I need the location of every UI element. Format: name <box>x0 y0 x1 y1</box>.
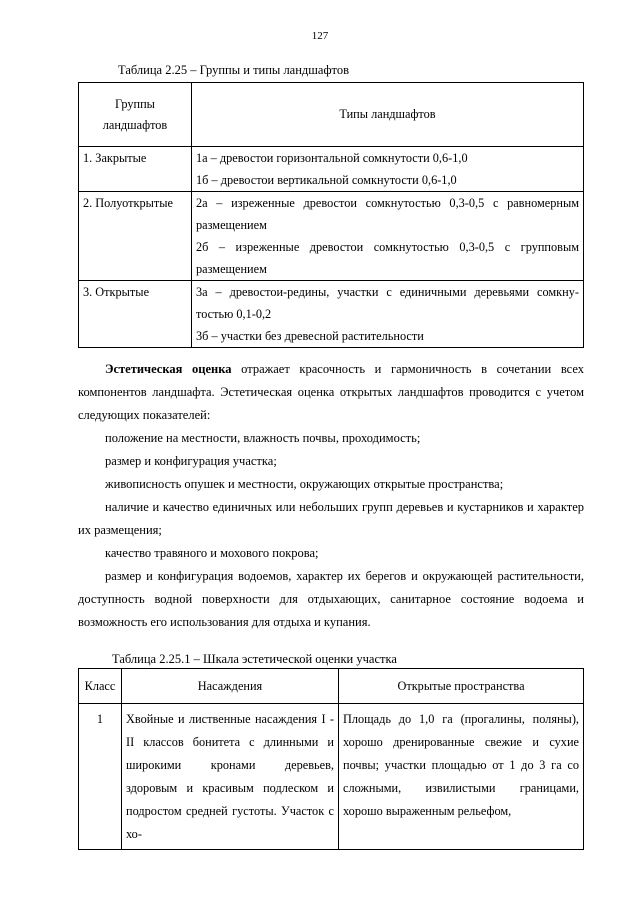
type-line: 1а – древостои горизонтальной сомкнутости 0,6-1,0 <box>196 151 468 165</box>
table-row <box>79 192 584 281</box>
list-item: живописность опушек и местности, окружающих открытые пространства; <box>105 477 504 491</box>
group-cell: 2. Полуоткрытые <box>79 192 192 281</box>
plantings-cell: Хвойные и лиственные насаждения I - II классов бонитета с длинными и широкими кронами деревьев, здоровым и красивым подлеском и подростом средней густоты. Участок с хо- <box>122 704 339 850</box>
table-caption: Таблица 2.25.1 – Шкала эстетической оценки участка <box>112 652 397 666</box>
type-line: 2а – изреженные древостои сомкнутостью 0,3-0,5 с равномерным размещением <box>196 196 579 232</box>
list-item: размер и конфигурация водоемов, характер их берегов и окружающей растительности, доступность водной поверхности для отдыхающих, санитарное состояние водоема и возможность его использования для отдыха и купания. <box>78 569 584 629</box>
type-line: 1б – древостои вертикальной сомкнутости 0,6-1,0 <box>196 173 457 187</box>
header-groups-line2: ландшафтов <box>102 117 168 132</box>
aesthetic-scale-table <box>78 668 584 850</box>
table-caption: Таблица 2.25 – Группы и типы ландшафтов <box>118 63 349 77</box>
types-cell <box>192 281 584 348</box>
aesthetic-assessment-text <box>78 358 584 634</box>
header-groups <box>79 83 192 147</box>
page-number: 127 <box>311 30 329 42</box>
type-line: 3б – участки без древесной растительности <box>196 329 424 343</box>
type-line: 3а – древостои-редины, участки с единичными деревьями сомкну-тостью 0,1-0,2 <box>196 285 579 321</box>
bold-term: Эстетическая оценка <box>105 362 232 376</box>
header-groups-line1: Группы <box>115 96 155 111</box>
group-cell: 1. Закрытые <box>79 147 192 192</box>
table-header-row <box>79 669 584 704</box>
intro-text: отражает красочность и гармоничность в сочетании всех компонентов ландшафта. Эстетическая оценка открытых ландшафтов проводится с учетом следующих показателей: <box>78 362 584 422</box>
header-types: Типы ландшафтов <box>192 83 584 147</box>
landscape-types-table <box>78 82 584 348</box>
header-class: Класс <box>79 669 122 704</box>
types-cell <box>192 147 584 192</box>
table-row <box>79 704 584 850</box>
header-open-spaces: Открытые пространства <box>339 669 584 704</box>
table-header-row <box>79 83 584 147</box>
list-item: положение на местности, влажность почвы, проходимость; <box>105 431 421 445</box>
open-spaces-cell: Площадь до 1,0 га (прогалины, поляны), хорошо дренированные свежие и сухие почвы; участки площадью от 1 до 3 га со сложными, извилистыми границами, хорошо выраженным рельефом, <box>339 704 584 850</box>
intro-paragraph <box>78 358 584 427</box>
list-item: качество травяного и мохового покрова; <box>105 546 319 560</box>
list-item: размер и конфигурация участка; <box>105 454 277 468</box>
table-row <box>79 147 584 192</box>
table-row <box>79 281 584 348</box>
group-cell: 3. Открытые <box>79 281 192 348</box>
list-item: наличие и качество единичных или небольших групп деревьев и кустарников и характер их размещения; <box>78 500 584 537</box>
header-plantings: Насаждения <box>122 669 339 704</box>
type-line: 2б – изреженные древостои сомкнутостью 0,3-0,5 с групповым размещением <box>196 240 579 276</box>
class-cell: 1 <box>79 704 122 850</box>
types-cell <box>192 192 584 281</box>
